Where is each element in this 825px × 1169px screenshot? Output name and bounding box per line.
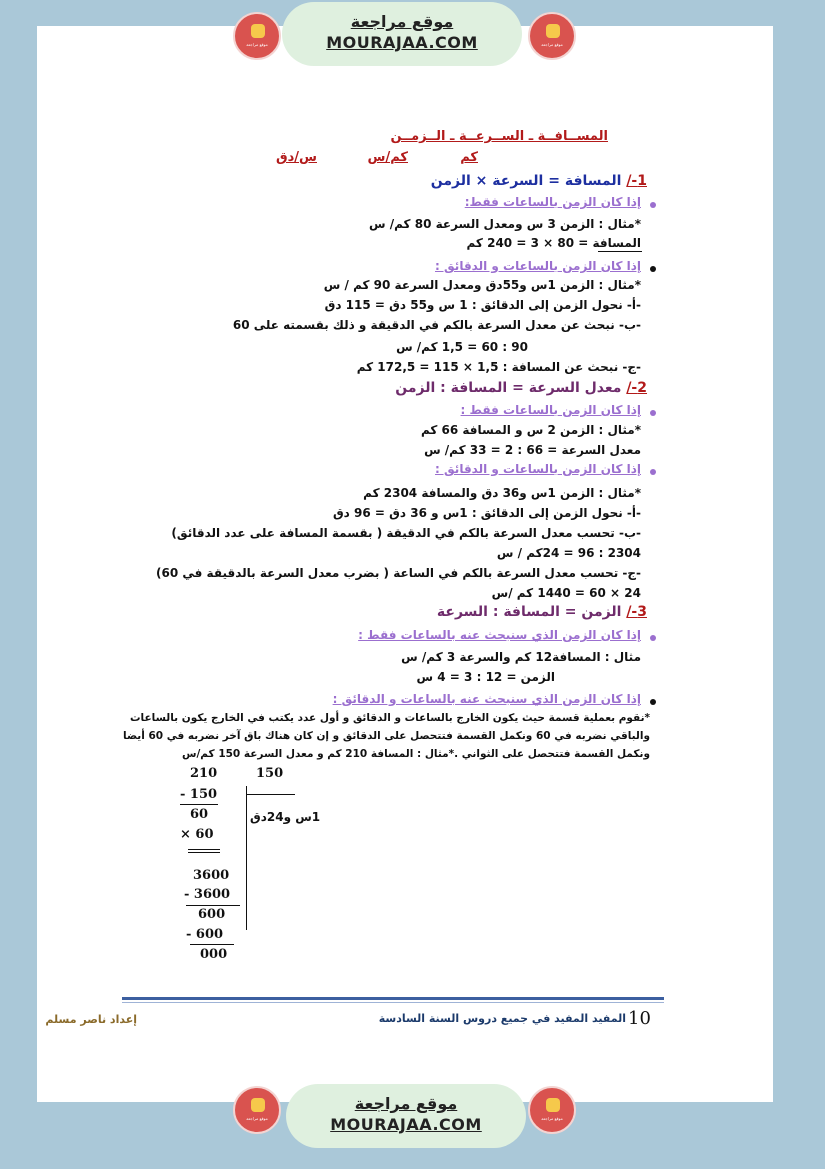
unit-time: س/دق xyxy=(276,150,317,165)
section2-case1: إذا كان الزمن بالساعات فقط : xyxy=(460,403,641,417)
section2-example1-line2: معدل السرعة = 66 : 2 = 33 كم/ س xyxy=(424,443,641,457)
banner-latin-text: MOURAJAA.COM xyxy=(326,33,478,52)
bullet-icon xyxy=(650,202,656,208)
section2-example2-line2: -أ- نحول الزمن إلى الدقائق : 1س و 36 دق = 96 دق xyxy=(332,506,641,520)
section1-case1: إذا كان الزمن بالساعات فقط: xyxy=(464,195,641,209)
bullet-icon xyxy=(650,410,656,416)
banner-arabic-text: موقع مراجعة xyxy=(350,12,454,31)
section2-heading xyxy=(395,380,647,396)
division-remainder3: 000 xyxy=(200,947,228,962)
section3-heading xyxy=(437,604,647,620)
division-step-rule xyxy=(188,852,220,853)
section2-example1-line1: *مثال : الزمن 2 س و المسافة 66 كم xyxy=(420,423,641,437)
division-step2-subtract: - 3600 xyxy=(184,887,231,902)
section2-example2-line5: -ج- تحسب معدل السرعة بالكم في الساعة ( بضرب معدل السرعة بالدقيقة في 60) xyxy=(156,566,641,580)
underline-rule xyxy=(598,251,642,252)
section2-example2-line6: 24 × 60 = 1440 كم /س xyxy=(491,586,641,600)
division-bracket-vertical xyxy=(246,786,247,930)
section3-formula: الزمن = المسافة : السرعة xyxy=(436,604,622,620)
page-title: المســافــة ـ الســرعــة ـ الــزمــن xyxy=(390,129,608,144)
division-step-rule xyxy=(188,849,220,850)
unit-distance: كم xyxy=(460,150,478,165)
unit-speed: كم/س xyxy=(367,150,408,165)
logo-caption: موقع مراجعة xyxy=(246,42,268,47)
footer-divider-thin xyxy=(122,1002,664,1003)
section2-formula: معدل السرعة = المسافة : الزمن xyxy=(395,380,622,396)
site-logo-right-bottom[interactable] xyxy=(528,1086,576,1134)
division-multiply: × 60 xyxy=(180,827,214,842)
bullet-icon xyxy=(650,635,656,641)
division-product: 3600 xyxy=(193,868,230,883)
section2-example2-line1: *مثال : الزمن 1س و36 دق والمسافة 2304 كم xyxy=(363,486,641,500)
section3-case1: إذا كان الزمن الذي سنبحث عنه بالساعات فقط : xyxy=(358,628,641,642)
section2-case2: إذا كان الزمن بالساعات و الدقائق : xyxy=(435,462,641,476)
division-remainder1: 60 xyxy=(190,807,209,822)
section2-example2-line3: -ب- تحسب معدل السرعة بالكم في الدقيقة ( بقسمة المسافة على عدد الدقائق) xyxy=(171,526,641,540)
site-banner-bottom[interactable] xyxy=(286,1084,526,1148)
division-step-rule xyxy=(186,905,240,906)
division-step3-subtract: - 600 xyxy=(186,927,224,942)
section1-example1-line2: المسافة = 80 × 3 = 240 كم xyxy=(466,236,641,250)
section3-paragraph-line2: والباقي نضربه في 60 ونكمل القسمة فتتحصل على الدقائق و إن كان هناك باق آخر نضربه في 60 أيضا xyxy=(123,730,650,742)
section3-paragraph-line1: *نقوم بعملية قسمة حيث يكون الخارج بالساعات و الدقائق و أول عدد يكتب في الخارج يكون بالساعات xyxy=(130,712,650,724)
logo-caption: موقع مراجعة xyxy=(541,1116,563,1121)
bullet-icon xyxy=(650,699,656,705)
section1-number: 1-/ xyxy=(626,173,647,189)
section1-case2: إذا كان الزمن بالساعات و الدقائق : xyxy=(435,259,641,273)
division-step-rule xyxy=(190,944,234,945)
section3-case2: إذا كان الزمن الذي سنبحث عنه بالساعات و الدقائق : xyxy=(332,692,641,706)
section3-example1-line2: الزمن = 12 : 3 = 4 س xyxy=(416,670,555,684)
banner-arabic-text: موقع مراجعة xyxy=(354,1094,458,1113)
division-divisor: 150 xyxy=(256,766,284,781)
division-dividend: 210 xyxy=(190,766,218,781)
footer-book-title: المفيد المفيد في جميع دروس السنة السادسة xyxy=(378,1012,626,1025)
site-logo-left-bottom[interactable] xyxy=(233,1086,281,1134)
section1-example1-line1: *مثال : الزمن 3 س ومعدل السرعة 80 كم/ س xyxy=(369,217,641,231)
logo-caption: موقع مراجعة xyxy=(541,42,563,47)
section2-example2-line4: 2304 : 96 = 24كم / س xyxy=(496,546,641,560)
footer-author: إعداد ناصر مسلم xyxy=(45,1013,137,1026)
section3-number: 3-/ xyxy=(626,604,647,620)
footer-divider xyxy=(122,997,664,1000)
bullet-icon xyxy=(650,469,656,475)
section1-example2-line4: 90 : 60 = 1,5 كم/ س xyxy=(396,340,528,354)
section1-example2-line2: -أ- نحول الزمن إلى الدقائق : 1 س و55 دق = 115 دق xyxy=(324,298,641,312)
division-step1-subtract: - 150 xyxy=(180,787,218,802)
division-step-rule xyxy=(180,804,218,805)
page-number: 10 xyxy=(628,1008,651,1029)
division-quotient: 1س و24دق xyxy=(250,810,321,824)
section1-formula: المسافة = السرعة × الزمن xyxy=(430,173,622,189)
section1-heading xyxy=(431,173,647,189)
division-remainder2: 600 xyxy=(198,907,226,922)
division-bracket-top xyxy=(247,794,295,795)
section1-example2-line3: -ب- نبحث عن معدل السرعة بالكم في الدقيقة و ذلك بقسمته على 60 xyxy=(232,318,641,332)
section1-example2-line5: -ج- نبحث عن المسافة : 1,5 × 115 = 172,5 كم xyxy=(356,360,641,374)
section3-paragraph-line3: ونكمل القسمة فتتحصل على الثواني .*مثال : المسافة 210 كم و معدل السرعة 150 كم/س xyxy=(181,748,650,760)
banner-latin-text: MOURAJAA.COM xyxy=(330,1115,482,1134)
bullet-icon xyxy=(650,266,656,272)
logo-caption: موقع مراجعة xyxy=(246,1116,268,1121)
section2-number: 2-/ xyxy=(626,380,647,396)
section3-example1-line1: مثال : المسافة12 كم والسرعة 3 كم/ س xyxy=(401,650,641,664)
section1-example2-line1: *مثال : الزمن 1س و55دق ومعدل السرعة 90 كم / س xyxy=(323,278,641,292)
